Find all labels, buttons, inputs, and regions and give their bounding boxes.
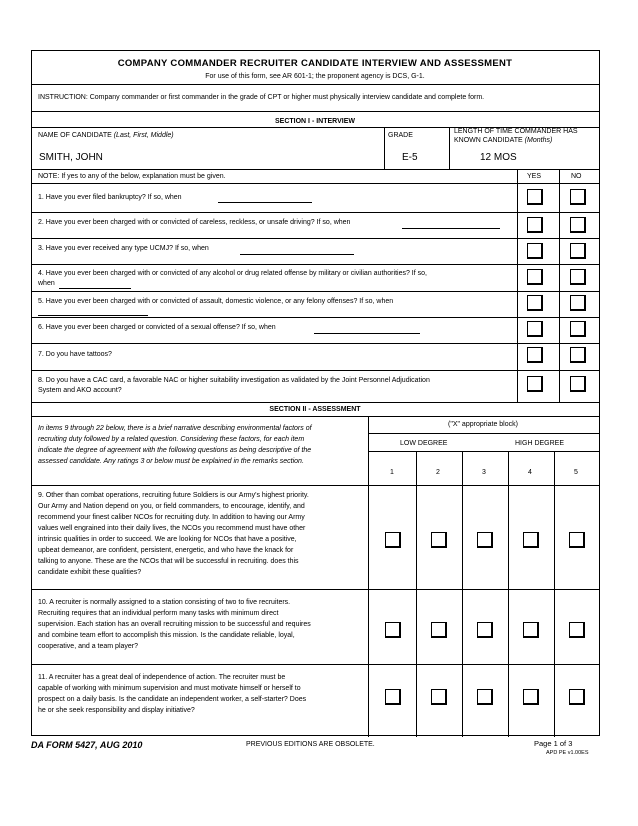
q1-yes-checkbox[interactable] xyxy=(527,189,543,205)
divider xyxy=(32,111,599,112)
section2-title: SECTION II - ASSESSMENT xyxy=(269,406,361,413)
item-9-line: intrinsic qualities in order to succeed. We are looking for NCOs that have a positive, xyxy=(38,536,297,543)
divider xyxy=(32,264,599,265)
appropriate-block-note: ("X" appropriate block) xyxy=(448,421,518,428)
name-label: NAME OF CANDIDATE (Last, First, Middle) xyxy=(38,132,174,139)
divider xyxy=(32,212,599,213)
item-10-rating-2-checkbox[interactable] xyxy=(431,622,447,638)
q4-no-checkbox[interactable] xyxy=(570,269,586,285)
q7-yes-checkbox[interactable] xyxy=(527,347,543,363)
q8-no-checkbox[interactable] xyxy=(570,376,586,392)
page-number: Page 1 of 3 xyxy=(534,739,573,748)
question-8: 8. Do you have a CAC card, a favorable NAC or higher suitability investigation as validated by the Joint Personnel Adjudication xyxy=(38,377,430,384)
item-11-line: capable of working with minimum supervision and must motivate himself or herself to xyxy=(38,685,301,692)
question-6: 6. Have you ever been charged or convicted of a sexual offense? If so, when xyxy=(38,324,276,331)
q2-no-checkbox[interactable] xyxy=(570,217,586,233)
divider xyxy=(32,589,599,590)
q5-yes-checkbox[interactable] xyxy=(527,295,543,311)
question-4: 4. Have you ever been charged with or convicted of any alcohol or drug related offense by military or civilian authorities? If so, xyxy=(38,270,427,277)
item-10-rating-3-checkbox[interactable] xyxy=(477,622,493,638)
item-9-rating-4-checkbox[interactable] xyxy=(523,532,539,548)
item-9-line: recommend your finest caliber NCOs for recruiting duty. In addition to having our Army xyxy=(38,514,305,521)
divider xyxy=(32,485,599,486)
instruction-text: INSTRUCTION: Company commander or first commander in the grade of CPT or higher must physically interview candidate and complete form. xyxy=(38,94,485,101)
item-11-rating-3-checkbox[interactable] xyxy=(477,689,493,705)
q4-yes-checkbox[interactable] xyxy=(527,269,543,285)
q7-no-checkbox[interactable] xyxy=(570,347,586,363)
divider xyxy=(32,402,599,403)
answer-line-1[interactable] xyxy=(218,202,312,203)
item-9-line: candidate exhibit these qualities? xyxy=(38,569,142,576)
scale-5: 5 xyxy=(574,469,578,476)
editions-note: PREVIOUS EDITIONS ARE OBSOLETE. xyxy=(246,741,375,748)
no-header: NO xyxy=(571,173,582,180)
candidate-name-field[interactable]: SMITH, JOHN xyxy=(39,152,103,163)
length-field[interactable]: 12 MOS xyxy=(480,152,517,163)
yes-header: YES xyxy=(527,173,542,180)
answer-line-3[interactable] xyxy=(240,254,354,255)
form-title: COMPANY COMMANDER RECRUITER CANDIDATE INTERVIEW AND ASSESSMENT xyxy=(117,58,513,69)
item-9-line: values well engrained into their daily lives, the NCOs you recommend must have other xyxy=(38,525,306,532)
item-10-line: cooperative, and a team player? xyxy=(38,643,139,650)
item-11-rating-2-checkbox[interactable] xyxy=(431,689,447,705)
q5-no-checkbox[interactable] xyxy=(570,295,586,311)
divider xyxy=(32,169,599,170)
question-8-line2: System and AKO account? xyxy=(38,387,122,394)
q8-yes-checkbox[interactable] xyxy=(527,376,543,392)
question-5: 5. Have you ever been charged with or convicted of assault, domestic violence, or any felony offenses? If so, when xyxy=(38,298,394,305)
question-3: 3. Have you ever received any type UCMJ? If so, when xyxy=(38,245,209,252)
q2-yes-checkbox[interactable] xyxy=(527,217,543,233)
item-11-rating-4-checkbox[interactable] xyxy=(523,689,539,705)
divider xyxy=(559,169,560,402)
item-10-line: and combine team effort to accomplish this mission. Is the candidate reliable, loyal, xyxy=(38,632,295,639)
item-11-line: prospect on a daily basis. Is the candidate an independent worker, a self-starter? Does xyxy=(38,696,307,703)
divider xyxy=(368,416,369,737)
divider xyxy=(416,451,417,737)
item-9-line: talking to anyone. These are the NCOs that will be successful in recruiting. does this xyxy=(38,558,299,565)
item-10-rating-5-checkbox[interactable] xyxy=(569,622,585,638)
q3-no-checkbox[interactable] xyxy=(570,243,586,259)
assessment-intro-3: indicate the degree of agreement with the following questions as being descriptive of the xyxy=(38,447,312,454)
grade-field[interactable]: E-5 xyxy=(402,152,418,163)
item-11-line: he or she seek responsibility and display initiative? xyxy=(38,707,195,714)
scale-3: 3 xyxy=(482,469,486,476)
divider xyxy=(32,183,599,184)
question-1: 1. Have you ever filed bankruptcy? If so, when xyxy=(38,194,182,201)
assessment-intro-1: In items 9 through 22 below, there is a brief narrative describing environmental factors of xyxy=(38,425,312,432)
form-number: DA FORM 5427, AUG 2010 xyxy=(31,740,143,750)
question-4-line2: when xyxy=(38,280,55,287)
answer-line-6[interactable] xyxy=(314,333,420,334)
divider xyxy=(554,451,555,737)
answer-line-4[interactable] xyxy=(59,288,131,289)
length-label: LENGTH OF TIME COMMANDER HAS xyxy=(454,128,578,135)
item-11-rating-1-checkbox[interactable] xyxy=(385,689,401,705)
item-9-rating-2-checkbox[interactable] xyxy=(431,532,447,548)
divider xyxy=(32,84,599,85)
q3-yes-checkbox[interactable] xyxy=(527,243,543,259)
divider xyxy=(32,370,599,371)
divider xyxy=(368,433,599,434)
item-9-line: 9. Other than combat operations, recruiting future Soldiers is our Army's highest priority. xyxy=(38,492,309,499)
low-degree-label: LOW DEGREE xyxy=(400,440,448,447)
item-9-rating-1-checkbox[interactable] xyxy=(385,532,401,548)
length-label-line2: KNOWN CANDIDATE (Months) xyxy=(454,137,553,144)
note-text: NOTE: If yes to any of the below, explanation must be given. xyxy=(38,173,226,180)
answer-line-2[interactable] xyxy=(402,228,500,229)
divider xyxy=(508,451,509,737)
grade-label: GRADE xyxy=(388,132,413,139)
assessment-intro-4: assessed candidate. Any ratings 3 or below must be explained in the remarks section. xyxy=(38,458,304,465)
item-10-line: 10. A recruiter is normally assigned to a station consisting of two to five recruiters. xyxy=(38,599,291,606)
high-degree-label: HIGH DEGREE xyxy=(515,440,565,447)
divider xyxy=(449,127,450,169)
q6-yes-checkbox[interactable] xyxy=(527,321,543,337)
item-11-rating-5-checkbox[interactable] xyxy=(569,689,585,705)
divider xyxy=(32,238,599,239)
q6-no-checkbox[interactable] xyxy=(570,321,586,337)
item-10-rating-4-checkbox[interactable] xyxy=(523,622,539,638)
divider xyxy=(32,291,599,292)
item-9-line: Our Army and Nation depend on you, or field commanders, to encourage, identify, and xyxy=(38,503,305,510)
item-9-line: upbeat demeanor, are confident, persistent, energetic, and who have the knack for xyxy=(38,547,294,554)
divider xyxy=(462,451,463,737)
form-subtitle: For use of this form, see AR 601-1; the proponent agency is DCS, G-1. xyxy=(205,73,425,80)
question-7: 7. Do you have tattoos? xyxy=(38,351,112,358)
item-10-line: Recruiting requires that an individual perform many tasks with minimum direct xyxy=(38,610,279,617)
q1-no-checkbox[interactable] xyxy=(570,189,586,205)
scale-2: 2 xyxy=(436,469,440,476)
item-10-rating-1-checkbox[interactable] xyxy=(385,622,401,638)
item-9-rating-5-checkbox[interactable] xyxy=(569,532,585,548)
divider xyxy=(368,451,599,452)
divider xyxy=(32,317,599,318)
item-11-line: 11. A recruiter has a great deal of independence of action. The recruiter must be xyxy=(38,674,286,681)
answer-line-5[interactable] xyxy=(38,315,148,316)
scale-1: 1 xyxy=(390,469,394,476)
divider xyxy=(32,664,599,665)
divider xyxy=(517,169,518,402)
section1-title: SECTION I - INTERVIEW xyxy=(275,118,355,125)
item-10-line: supervision. Each station has an overall recruiting mission to be successful and requires xyxy=(38,621,311,628)
divider xyxy=(384,127,385,169)
apd-version: APD PE v1.00ES xyxy=(546,750,589,756)
item-9-rating-3-checkbox[interactable] xyxy=(477,532,493,548)
question-2: 2. Have you ever been charged with or convicted of careless, reckless, or unsafe driving? If so, when xyxy=(38,219,351,226)
divider xyxy=(32,416,599,417)
form-frame xyxy=(31,50,600,736)
divider xyxy=(32,343,599,344)
assessment-intro-2: recruiting duty followed by a related question. Considering these factors, for each item xyxy=(38,436,305,443)
scale-4: 4 xyxy=(528,469,532,476)
